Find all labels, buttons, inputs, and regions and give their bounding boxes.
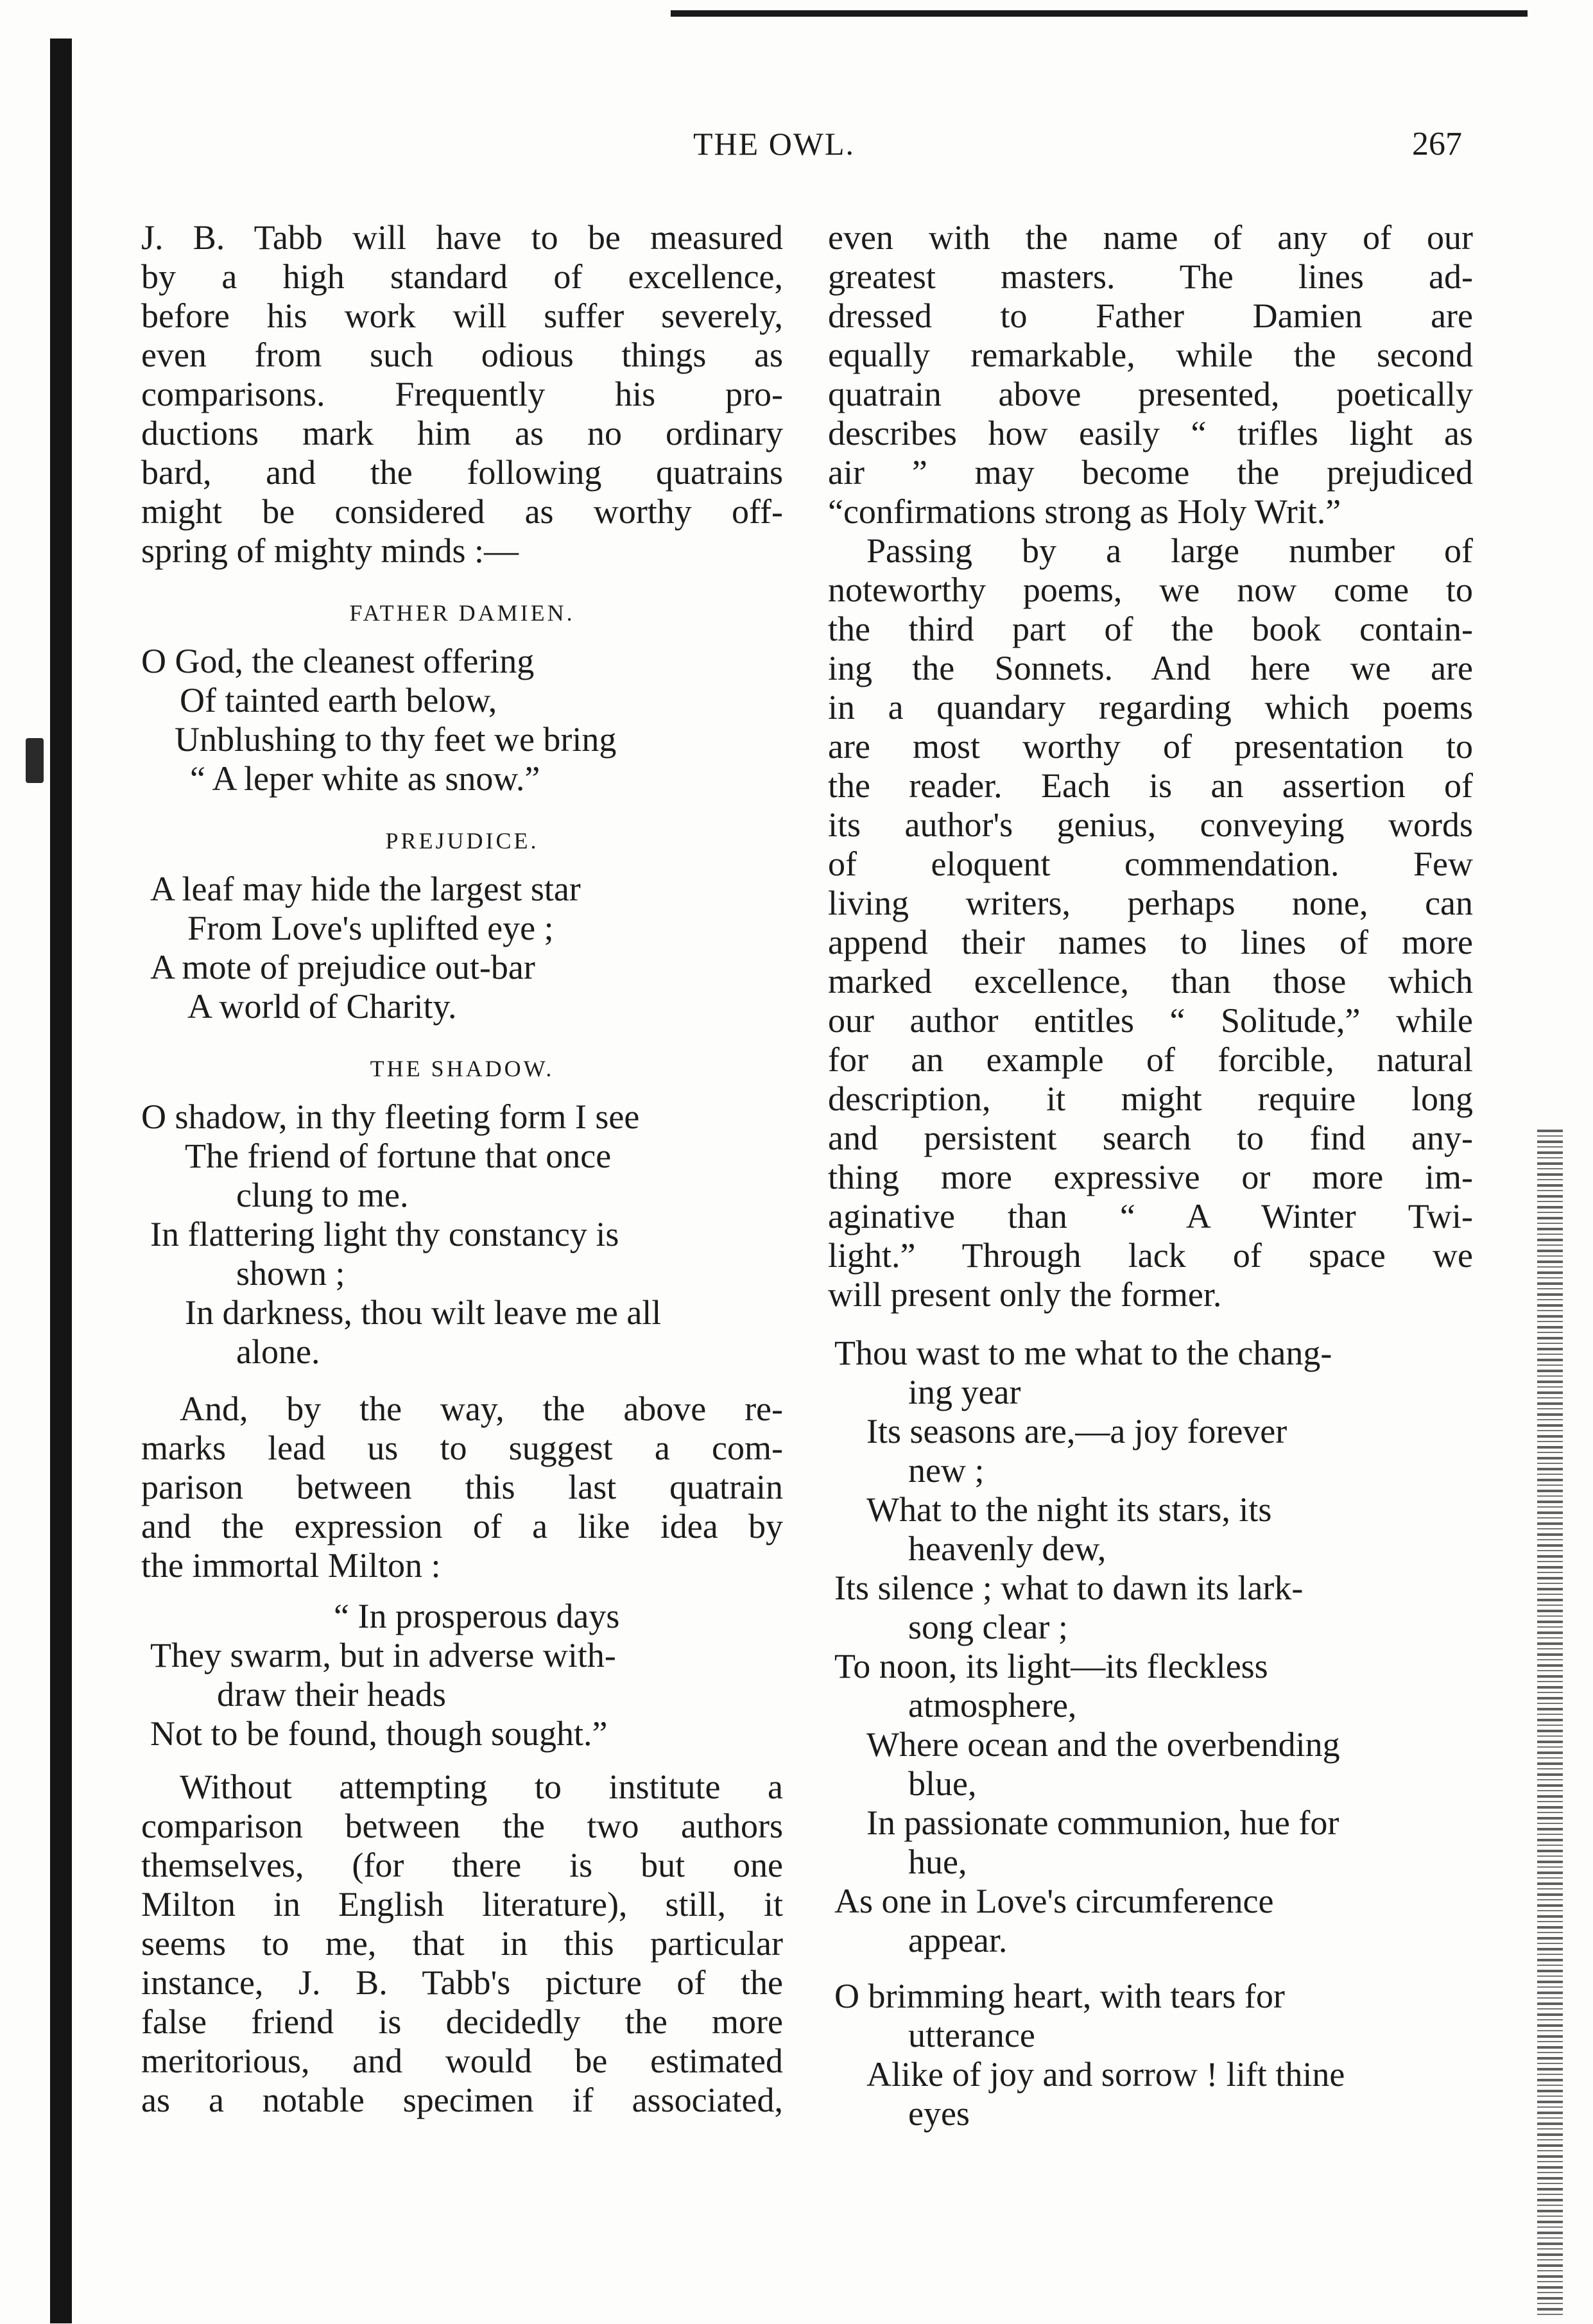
poem-line: A world of Charity. <box>187 987 457 1026</box>
text-line: even with the name of any of our <box>828 218 1473 257</box>
poem-line: O God, the cleanest offering <box>141 642 535 680</box>
poem-line: Thou wast to me what to the chang- <box>834 1334 1332 1372</box>
poem-line: Unblushing to thy feet we bring <box>175 720 617 759</box>
text-line: append their names to lines of more <box>828 923 1473 961</box>
text-line: air ” may become the prejudiced <box>828 453 1473 492</box>
poem-line: hue, <box>908 1843 967 1881</box>
text-line: marks lead us to suggest a com- <box>141 1429 783 1467</box>
text-line: living writers, perhaps none, can <box>828 884 1473 922</box>
text-line: instance, J. B. Tabb's picture of the <box>141 1963 783 2002</box>
text-line: its author's genius, conveying words <box>828 805 1473 844</box>
poem-line: blue, <box>908 1764 977 1803</box>
poem-title-the-shadow: THE SHADOW. <box>370 1056 555 1081</box>
poem-line: Alike of joy and sorrow ! lift thine <box>866 2055 1345 2094</box>
text-line: the immortal Milton : <box>141 1546 441 1585</box>
text-line: as a notable specimen if associated, <box>141 2081 783 2119</box>
poem-line: A leaf may hide the largest star <box>150 870 581 908</box>
page-number: 267 <box>1412 126 1462 162</box>
text-line: describes how easily “ trifles light as <box>828 414 1473 452</box>
text-line: quatrain above presented, poetically <box>828 375 1473 413</box>
text-line: the third part of the book contain- <box>828 610 1473 648</box>
scan-binding-edge <box>50 39 72 2323</box>
text-line: Milton in English literature), still, it <box>141 1885 783 1924</box>
milton-quotation <box>141 1597 783 1753</box>
text-line: and persistent search to find any- <box>828 1119 1473 1157</box>
page-header <box>0 125 1593 170</box>
poem-line: new ; <box>908 1451 985 1490</box>
poem-line: The friend of fortune that once <box>185 1137 612 1175</box>
text-line: ing the Sonnets. And here we are <box>828 649 1473 687</box>
text-line: even from such odious things as <box>141 336 783 374</box>
poem-line: “ A leper white as snow.” <box>190 759 540 798</box>
poem-title-father-damien: FATHER DAMIEN. <box>349 600 575 626</box>
poem-line: Where ocean and the overbending <box>866 1725 1340 1764</box>
text-line: the reader. Each is an assertion of <box>828 766 1473 805</box>
text-line: comparisons. Frequently his pro- <box>141 375 783 413</box>
scan-mark <box>26 738 44 783</box>
text-line: themselves, (for there is but one <box>141 1846 783 1884</box>
poem-line: utterance <box>908 2016 1035 2054</box>
text-line: might be considered as worthy off- <box>141 492 783 531</box>
poem-line: clung to me. <box>236 1176 409 1214</box>
text-line: greatest masters. The lines ad- <box>828 257 1473 296</box>
text-line: “confirmations strong as Holy Writ.” <box>828 492 1341 531</box>
milton-intro-paragraph <box>141 1390 783 1585</box>
sonnet-solitude-stanza-1 <box>828 1334 1473 1960</box>
text-line: ductions mark him as no ordinary <box>141 414 783 452</box>
running-title: THE OWL. <box>693 126 856 162</box>
text-line: description, it might require long <box>828 1080 1473 1118</box>
text-line: bard, and the following quatrains <box>141 453 783 492</box>
poem-line: atmosphere, <box>908 1686 1077 1725</box>
sonnets-paragraph <box>828 531 1473 1314</box>
quote-line: Not to be found, though sought.” <box>150 1714 608 1753</box>
poem-line: Its seasons are,—a joy forever <box>866 1412 1287 1450</box>
poem-line: Of tainted earth below, <box>180 681 497 719</box>
poem-line: shown ; <box>236 1254 345 1293</box>
text-line: and the expression of a like idea by <box>141 1507 783 1545</box>
poem-the-shadow <box>141 1097 783 1372</box>
text-line: comparison between the two authors <box>141 1807 783 1845</box>
poem-line: In darkness, thou wilt leave me all <box>185 1293 662 1332</box>
text-line: in a quandary regarding which poems <box>828 688 1473 727</box>
text-line: our author entitles “ Solitude,” while <box>828 1001 1473 1040</box>
left-column <box>141 218 783 2120</box>
text-line: light.” Through lack of space we <box>828 1236 1473 1275</box>
poem-line: ing year <box>908 1373 1021 1411</box>
text-line: meritorious, and would be estimated <box>141 2042 783 2080</box>
text-line: will present only the former. <box>828 1275 1222 1314</box>
poem-line: Its silence ; what to dawn its lark- <box>834 1569 1304 1607</box>
quote-line: “ In prosperous days <box>334 1597 620 1635</box>
poem-line: eyes <box>908 2094 970 2133</box>
text-line: thing more expressive or more im- <box>828 1158 1473 1196</box>
text-line: spring of mighty minds :— <box>141 531 519 570</box>
text-line: for an example of forcible, natural <box>828 1040 1473 1079</box>
poem-line: From Love's uplifted eye ; <box>187 909 554 947</box>
text-line: noteworthy poems, we now come to <box>828 571 1473 609</box>
text-line: are most worthy of presentation to <box>828 727 1473 766</box>
poem-line: In flattering light thy constancy is <box>150 1215 619 1253</box>
poem-prejudice <box>141 870 783 1026</box>
scan-edge-noise <box>1537 1130 1563 2317</box>
poem-line: O shadow, in thy fleeting form I see <box>141 1097 640 1136</box>
poem-line: What to the night its stars, its <box>866 1490 1272 1529</box>
poem-line: As one in Love's circumference <box>834 1882 1274 1920</box>
text-line: Passing by a large number of <box>866 531 1473 570</box>
sonnet-solitude-stanza-2 <box>828 1977 1473 2133</box>
poem-line: O brimming heart, with tears for <box>834 1977 1285 2015</box>
intro-paragraph <box>141 218 783 571</box>
text-line: false friend is decidedly the more <box>141 2002 783 2041</box>
text-line: And, by the way, the above re- <box>180 1390 783 1428</box>
quote-line: draw their heads <box>217 1675 446 1714</box>
text-line: aginative than “ A Winter Twi- <box>828 1197 1473 1235</box>
continuation-paragraph <box>828 218 1473 531</box>
text-line: before his work will suffer severely, <box>141 297 783 335</box>
top-rule <box>671 10 1528 17</box>
poem-line: heavenly dew, <box>908 1529 1106 1568</box>
text-line: marked excellence, than those which <box>828 962 1473 1001</box>
poem-line: appear. <box>908 1921 1008 1959</box>
poem-line: alone. <box>236 1332 320 1371</box>
text-line: parison between this last quatrain <box>141 1468 783 1506</box>
text-line: equally remarkable, while the second <box>828 336 1473 374</box>
right-column <box>828 218 1473 2140</box>
text-line: Without attempting to institute a <box>180 1768 783 1806</box>
poem-line: In passionate communion, hue for <box>866 1803 1339 1842</box>
text-line: by a high standard of excellence, <box>141 257 783 296</box>
quote-line: They swarm, but in adverse with- <box>150 1636 616 1674</box>
poem-title-prejudice: PREJUDICE. <box>385 828 539 854</box>
poem-line: song clear ; <box>908 1608 1068 1646</box>
poem-line: To noon, its light—its fleckless <box>834 1647 1268 1685</box>
poem-father-damien <box>141 642 783 798</box>
poem-line: A mote of prejudice out-bar <box>150 948 535 986</box>
text-line: seems to me, that in this particular <box>141 1924 783 1963</box>
comparison-paragraph <box>141 1768 783 2120</box>
text-line: J. B. Tabb will have to be measured <box>141 218 783 257</box>
text-line: dressed to Father Damien are <box>828 297 1473 335</box>
text-line: of eloquent commendation. Few <box>828 845 1473 883</box>
